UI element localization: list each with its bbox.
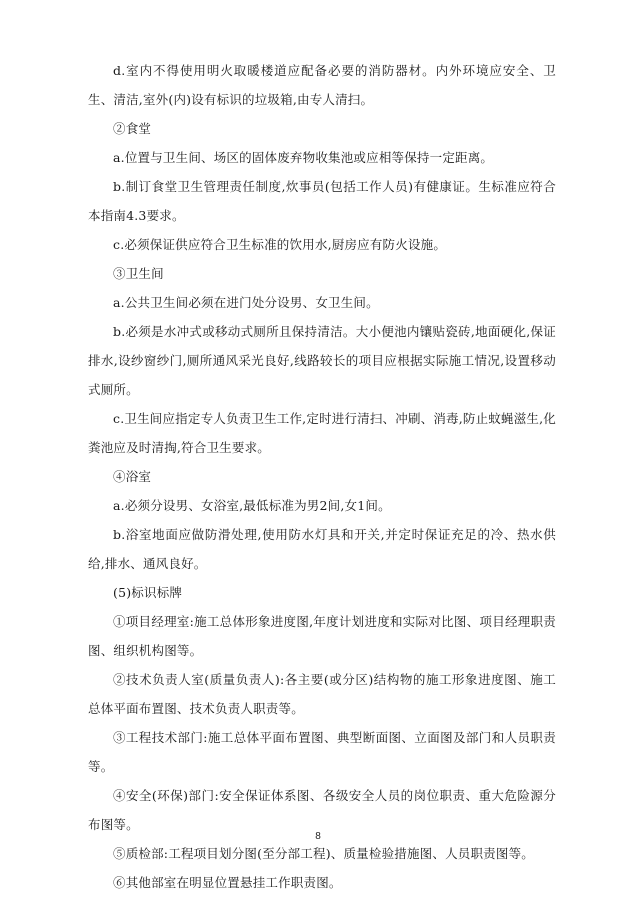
paragraph: ⑤质检部:工程项目划分图(至分部工程)、质量检验措施图、人员职责图等。 — [113, 846, 534, 861]
paragraph: a.必须分设男、女浴室,最低标准为男2间,女1间。 — [113, 498, 391, 513]
paragraph: b.浴室地面应做防滑处理,使用防水灯具和开关,并定时保证充足的冷、热水供给,排水、通风良好。 — [88, 527, 556, 571]
paragraph: ④安全(环保)部门:安全保证体系图、各级安全人员的岗位职责、重大危险源分布图等。 — [88, 788, 556, 832]
section-heading: (5)标识标牌 — [113, 585, 183, 600]
paragraph: b.必须是水冲式或移动式厕所且保持清洁。大小便池内镶贴瓷砖,地面硬化,保证排水,设纱窗纱门,厕所通风采光良好,线路较长的项目应根据实际施工情况,设置移动式厕所。 — [88, 324, 556, 397]
paragraph: a.公共卫生间必须在进门处分设男、女卫生间。 — [113, 295, 379, 310]
paragraph: c.必须保证供应符合卫生标准的饮用水,厨房应有防火设施。 — [113, 237, 447, 252]
paragraph: ②技术负责人室(质量负责人):各主要(或分区)结构物的施工形象进度图、施工总体平面布置图、技术负责人职责等。 — [88, 672, 556, 716]
section-heading: ②食堂 — [113, 121, 152, 136]
section-heading: ④浴室 — [113, 469, 152, 484]
paragraph: b.制订食堂卫生管理责任制度,炊事员(包括工作人员)有健康证。生标准应符合本指南4.3要求。 — [88, 179, 556, 223]
paragraph: ③工程技术部门:施工总体平面布置图、典型断面图、立面图及部门和人员职责等。 — [88, 730, 556, 774]
page-number: 8 — [315, 831, 321, 842]
paragraph: c.卫生间应指定专人负责卫生工作,定时进行清扫、冲刷、消毒,防止蚊蝇滋生,化粪池应及时清掏,符合卫生要求。 — [88, 411, 556, 455]
paragraph: a.位置与卫生间、场区的固体废弃物收集池或应相等保持一定距离。 — [113, 150, 494, 165]
paragraph: ⑥其他部室在明显位置悬挂工作职责图。 — [113, 875, 342, 890]
body-text — [88, 56, 556, 897]
section-heading: ③卫生间 — [113, 266, 164, 281]
paragraph: ①项目经理室:施工总体形象进度图,年度计划进度和实际对比图、项目经理职责图、组织机构图等。 — [88, 614, 556, 658]
paragraph: d.室内不得使用明火取暖楼道应配备必要的消防器材。内外环境应安全、卫生、清洁,室外(内)设有标识的垃圾箱,由专人清扫。 — [88, 63, 556, 107]
